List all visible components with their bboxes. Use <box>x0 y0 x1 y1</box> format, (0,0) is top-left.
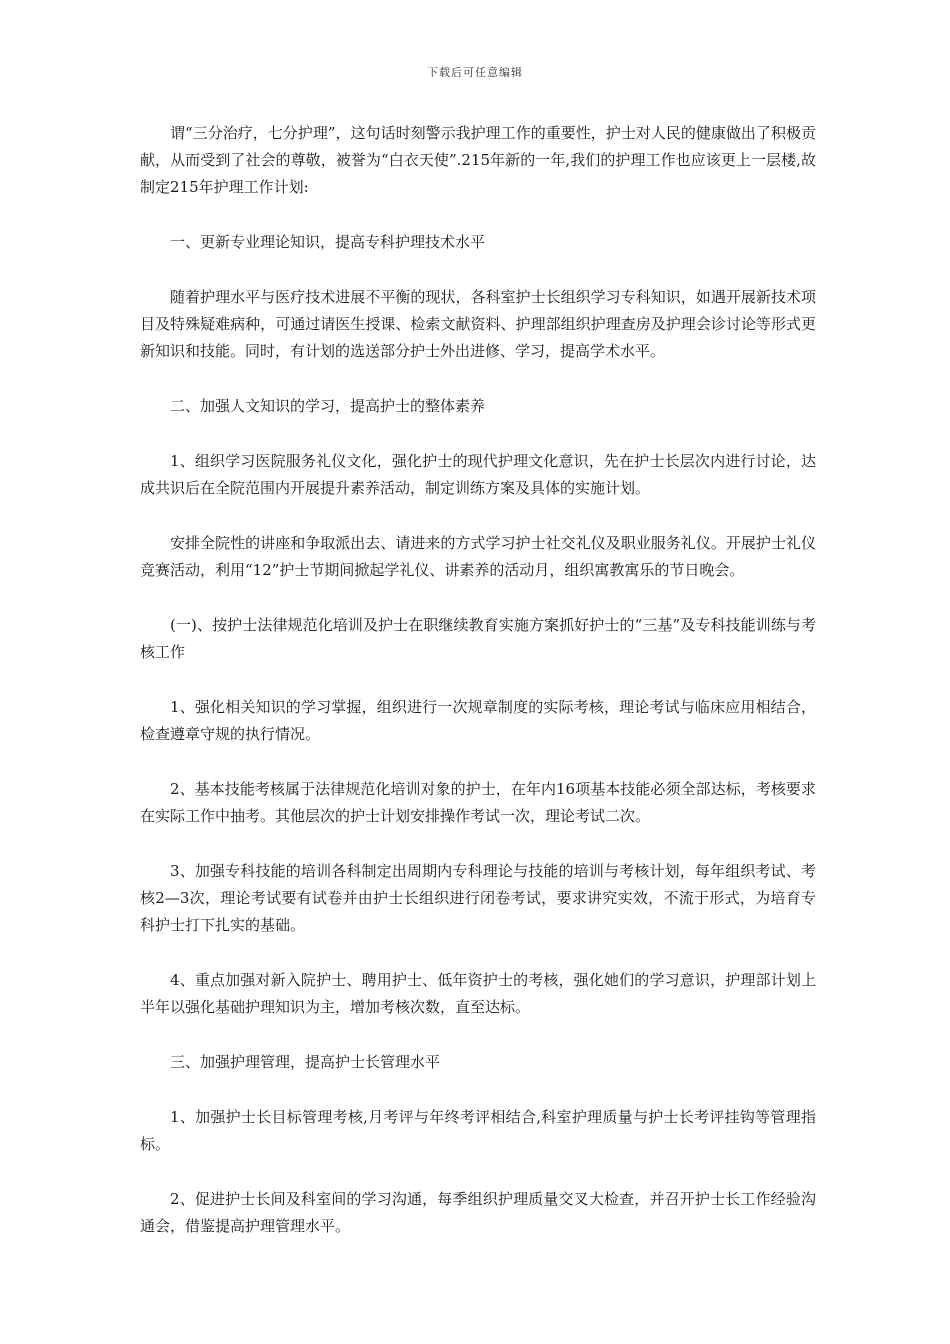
section-heading-1: 一、更新专业理论知识，提高专科护理技术水平 <box>170 233 486 251</box>
body-paragraph: 1、加强护士长目标管理考核,月考评与年终考评相结合,科室护理质量与护士长考评挂钩等管理指标。 <box>140 1108 816 1153</box>
body-paragraph: 4、重点加强对新入院护士、聘用护士、低年资护士的考核，强化她们的学习意识，护理部计划上半年以强化基础护理知识为主，增加考核次数，直至达标。 <box>140 971 816 1016</box>
subsection-heading: (一)、按护士法律规范化培训及护士在职继续教育实施方案抓好护士的“三基”及专科技能训练与考核工作 <box>140 616 816 661</box>
body-paragraph: 1、强化相关知识的学习掌握，组织进行一次规章制度的实际考核，理论考试与临床应用相结合，检查遵章守规的执行情况。 <box>140 698 816 743</box>
intro-paragraph: 谓“三分治疗，七分护理”，这句话时刻警示我护理工作的重要性，护士对人民的健康做出了积极贡献，从而受到了社会的尊敬，被誉为“白衣天使”.215年新的一年,我们的护理工作也应该更上一层楼,故制定215年护理工作计划: <box>140 124 816 196</box>
section-heading-3: 三、加强护理管理，提高护士长管理水平 <box>170 1053 441 1071</box>
body-paragraph: 1、组织学习医院服务礼仪文化，强化护士的现代护理文化意识，先在护士长层次内进行讨论，达成共识后在全院范围内开展提升素养活动，制定训练方案及具体的实施计划。 <box>140 452 816 497</box>
section-heading-2: 二、加强人文知识的学习，提高护士的整体素养 <box>170 397 486 415</box>
document-body <box>140 120 816 1268</box>
body-paragraph: 2、促进护士长间及科室间的学习沟通，每季组织护理质量交叉大检查，并召开护士长工作经验沟通会，借鉴提高护理管理水平。 <box>140 1190 816 1235</box>
page-header: 下载后可任意编辑 <box>427 66 523 79</box>
body-paragraph: 3、加强专科技能的培训各科制定出周期内专科理论与技能的培训与考核计划，每年组织考试、考核2—3次，理论考试要有试卷并由护士长组织进行闭卷考试，要求讲究实效，不流于形式，为培育专科护士打下扎实的基础。 <box>140 862 816 934</box>
body-paragraph: 随着护理水平与医疗技术进展不平衡的现状，各科室护士长组织学习专科知识，如遇开展新技术项目及特殊疑难病种，可通过请医生授课、检索文献资料、护理部组织护理查房及护理会诊讨论等形式更新知识和技能。同时，有计划的选送部分护士外出进修、学习，提高学术水平。 <box>140 288 816 360</box>
body-paragraph: 2、基本技能考核属于法律规范化培训对象的护士，在年内16项基本技能必须全部达标，考核要求在实际工作中抽考。其他层次的护士计划安排操作考试一次，理论考试二次。 <box>140 780 816 825</box>
body-paragraph: 安排全院性的讲座和争取派出去、请进来的方式学习护士社交礼仪及职业服务礼仪。开展护士礼仪竞赛活动，利用“12”护士节期间掀起学礼仪、讲素养的活动月，组织寓教寓乐的节日晚会。 <box>140 534 816 579</box>
